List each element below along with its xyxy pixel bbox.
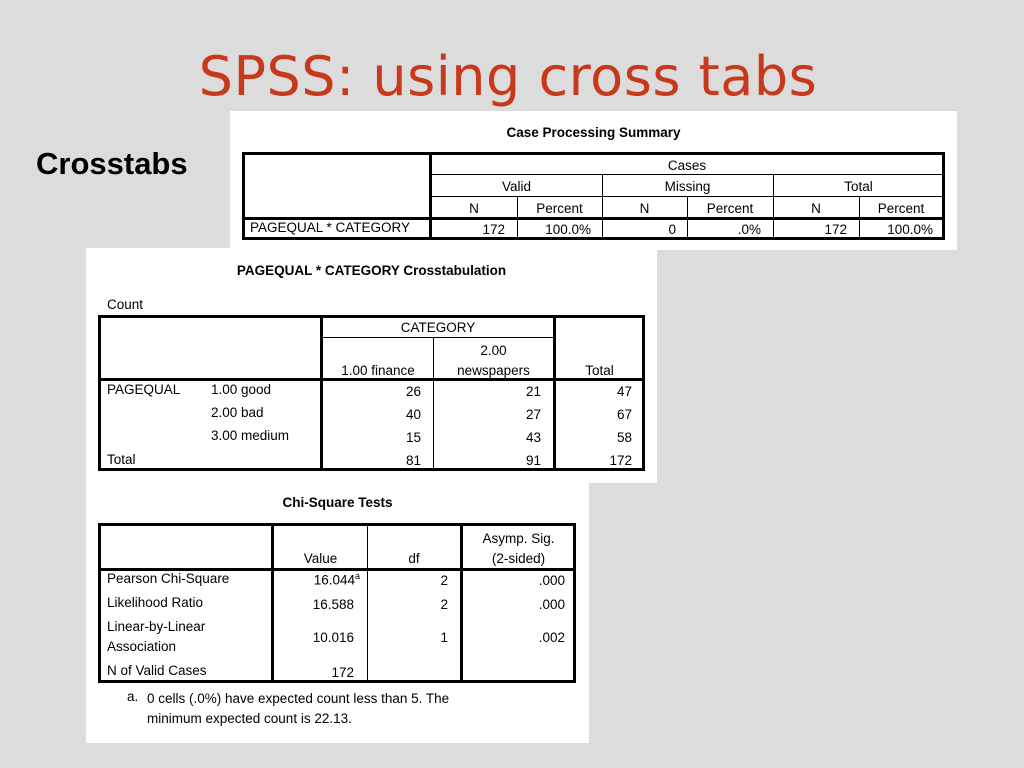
row-good-label: 1.00 good	[211, 382, 272, 397]
likelihood-df: 2	[440, 597, 448, 612]
category-header: CATEGORY	[400, 320, 476, 335]
case-summary-title: Case Processing Summary	[506, 125, 681, 140]
chi-square-title: Chi-Square Tests	[282, 495, 393, 510]
pearson-sig: .000	[538, 573, 565, 588]
linear-df: 1	[440, 630, 448, 645]
chi-square-panel	[86, 483, 589, 743]
linear-label-line1: Linear-by-Linear	[107, 619, 206, 634]
missing-n-value: 0	[668, 222, 676, 237]
missing-n-header: N	[639, 201, 650, 216]
linear-sig: .002	[538, 630, 565, 645]
finance-header: 1.00 finance	[341, 363, 415, 378]
valid-percent-header: Percent	[536, 201, 583, 216]
case-processing-summary-panel	[230, 111, 957, 250]
missing-header: Missing	[664, 179, 711, 194]
crosstabs-heading: Crosstabs	[36, 146, 188, 181]
pearson-label: Pearson Chi-Square	[107, 571, 230, 586]
footnote-line1: 0 cells (.0%) have expected count less than 5. The	[147, 691, 450, 706]
sig-header-line1: Asymp. Sig.	[482, 531, 555, 546]
newspapers-header-line2: newspapers	[457, 363, 530, 378]
likelihood-value: 16.588	[312, 597, 354, 612]
value-header: Value	[303, 551, 338, 566]
likelihood-sig: .000	[538, 597, 565, 612]
medium-total-value: 58	[616, 430, 632, 445]
total-row-label: Total	[107, 452, 136, 467]
n-valid-value: 172	[331, 665, 354, 680]
n-valid-label: N of Valid Cases	[107, 663, 207, 678]
row-bad-label: 2.00 bad	[211, 405, 264, 420]
grand-total-value: 172	[609, 453, 632, 468]
sig-header-line2: (2-sided)	[491, 551, 546, 566]
total-col-header: Total	[585, 363, 614, 378]
total-percent-value: 100.0%	[887, 222, 933, 237]
row-medium-label: 3.00 medium	[211, 428, 290, 443]
medium-newspapers-value: 43	[525, 430, 541, 445]
missing-percent-value: .0%	[737, 222, 761, 237]
linear-value: 10.016	[312, 630, 354, 645]
missing-percent-header: Percent	[706, 201, 754, 216]
medium-finance-value: 15	[405, 430, 421, 445]
df-header: df	[408, 551, 420, 566]
total-newspapers-value: 91	[525, 453, 541, 468]
pagequal-label: PAGEQUAL	[107, 382, 181, 397]
slide-title: SPSS: using cross tabs	[198, 45, 818, 108]
footnote-a-marker: a	[354, 571, 360, 581]
total-n-value: 172	[824, 222, 847, 237]
valid-n-value: 172	[482, 222, 505, 237]
linear-label-line2: Association	[107, 639, 177, 654]
footnote-marker: a.	[127, 689, 139, 704]
good-finance-value: 26	[405, 384, 421, 399]
cases-header: Cases	[667, 158, 707, 173]
pearson-df: 2	[440, 573, 448, 588]
total-percent-header: Percent	[877, 201, 925, 216]
good-newspapers-value: 21	[525, 384, 541, 399]
newspapers-header-line1: 2.00	[480, 343, 507, 358]
crosstab-title: PAGEQUAL * CATEGORY Crosstabulation	[236, 263, 507, 278]
likelihood-label: Likelihood Ratio	[107, 595, 204, 610]
total-finance-value: 81	[405, 453, 421, 468]
good-total-value: 47	[616, 384, 632, 399]
footnote-line2: minimum expected count is 22.13.	[147, 711, 352, 726]
bad-total-value: 67	[616, 407, 632, 422]
total-n-header: N	[811, 201, 821, 216]
valid-header: Valid	[501, 179, 532, 194]
valid-percent-value: 100.0%	[545, 222, 591, 237]
total-header: Total	[844, 179, 873, 194]
count-label: Count	[107, 297, 144, 312]
crosstabulation-panel	[86, 248, 657, 483]
valid-n-header: N	[469, 201, 479, 216]
case-summary-row-label: PAGEQUAL * CATEGORY	[250, 220, 411, 235]
bad-finance-value: 40	[405, 407, 421, 422]
pearson-value: 16.044$^a$	[313, 571, 360, 588]
bad-newspapers-value: 27	[525, 407, 541, 422]
